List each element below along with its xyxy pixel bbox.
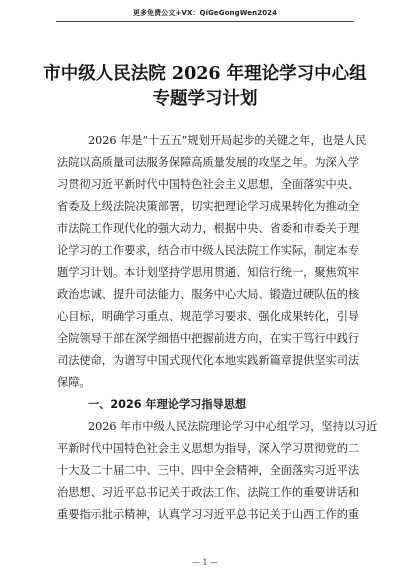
section-line: 2026 年市中级人民法院理论学习中心组学习，坚持以习近 (88, 420, 378, 433)
intro-line: 全院领导干部在深学细悟中把握前进方向，在实干笃行中践行 (57, 332, 360, 345)
header-divider (56, 21, 354, 22)
intro-line: 保障。 (57, 376, 91, 389)
intro-line: 心目标，明确学习重点、规范学习要求、强化成果转化，引导 (57, 310, 360, 323)
title-line-2: 专题学习计划 (152, 89, 258, 109)
intro-line: 司法使命，为谱写中国式现代化本地实践新篇章提供坚实司法 (57, 354, 360, 367)
header-text: 更多免费公文+VX：QiGeGongWen2024 (132, 9, 278, 17)
intro-line: 市法院工作现代化的强大动力，根据中央、省委和市委关于理 (57, 222, 360, 235)
intro-line: 习贯彻习近平新时代中国特色社会主义思想，全面落实中央、 (57, 178, 360, 191)
title-line-1: 市中级人民法院 2026 年理论学习中心组 (43, 64, 367, 84)
section-heading: 一、2026 年理论学习指导思想 (88, 398, 247, 411)
intro-line: 政治忠诚、提升司法能力、服务中心大局、锻造过硬队伍的核 (57, 288, 360, 301)
intro-line: 2026 年是“十五五”规划开局起步的关键之年，也是人民 (88, 134, 367, 147)
intro-line: 题学习计划。本计划坚持学思用贯通、知信行统一，聚焦筑牢 (57, 266, 360, 279)
section-line: 平新时代中国特色社会主义思想为指导，深入学习贯彻党的二 (57, 442, 360, 455)
page-number: — 1 — (191, 558, 219, 567)
intro-line: 论学习的工作要求，结合市中级人民法院工作实际，制定本专 (57, 244, 360, 257)
section-line: 治思想、习近平总书记关于政法工作、法院工作的重要讲话和 (57, 486, 360, 499)
document-body (57, 130, 378, 526)
intro-line: 省委及上级法院决策部署，切实把理论学习成果转化为推动全 (57, 200, 360, 213)
section-line: 重要指示批示精神，认真学习习近平总书记关于山西工作的重 (57, 508, 360, 521)
intro-line: 法院以高质量司法服务保障高质量发展的攻坚之年。为深入学 (57, 156, 360, 169)
document-title (40, 62, 370, 112)
section-line: 十大及二十届二中、三中、四中全会精神，全面落实习近平法 (57, 464, 360, 477)
